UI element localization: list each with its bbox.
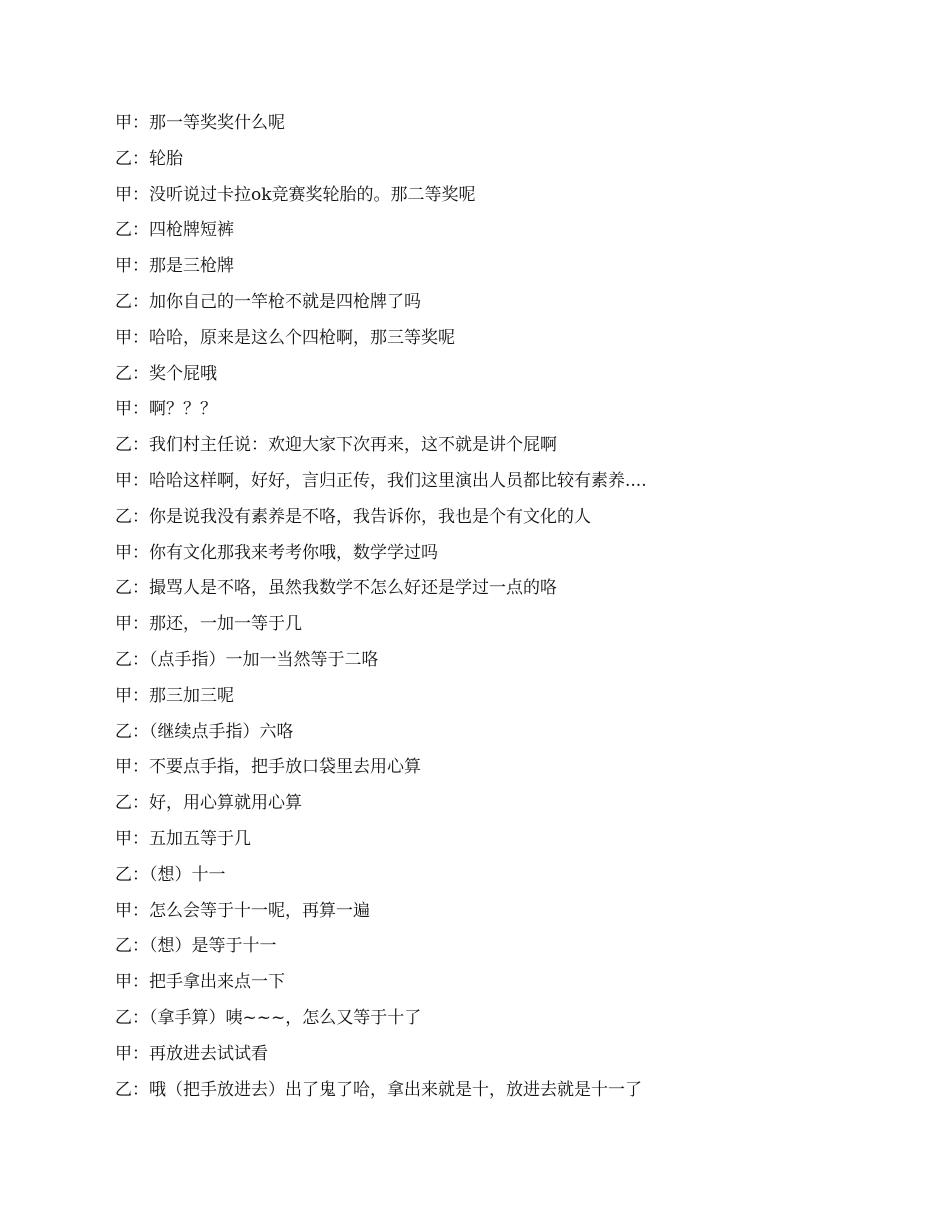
dialogue-line: 乙：撮骂人是不咯，虽然我数学不怎么好还是学过一点的咯 xyxy=(115,578,557,599)
dialogue-list xyxy=(115,108,875,1110)
dialogue-line: 甲：没听说过卡拉ok竞赛奖轮胎的。那二等奖呢 xyxy=(115,184,476,205)
dialogue-line: 乙：（继续点手指）六咯 xyxy=(115,721,294,742)
dialogue-line: 乙：（想）十一 xyxy=(115,864,226,885)
dialogue-line: 甲：哈哈这样啊，好好，言归正传，我们这里演出人员都比较有素养.... xyxy=(115,470,647,491)
dialogue-line: 乙：加你自己的一竿枪不就是四枪牌了吗 xyxy=(115,291,421,312)
dialogue-line: 甲：那三加三呢 xyxy=(115,685,234,706)
dialogue-line: 甲：怎么会等于十一呢，再算一遍 xyxy=(115,900,370,921)
dialogue-line: 乙：（点手指）一加一当然等于二咯 xyxy=(115,649,379,670)
dialogue-line: 乙：轮胎 xyxy=(115,148,183,169)
dialogue-line: 乙：奖个屁哦 xyxy=(115,363,217,384)
dialogue-line: 甲：啊？？？ xyxy=(115,399,217,420)
dialogue-line: 甲：再放进去试试看 xyxy=(115,1043,268,1064)
dialogue-line: 甲：那是三枪牌 xyxy=(115,256,234,277)
dialogue-line: 甲：哈哈，原来是这么个四枪啊，那三等奖呢 xyxy=(115,327,455,348)
dialogue-line: 甲：那还，一加一等于几 xyxy=(115,614,302,635)
dialogue-line: 甲：把手拿出来点一下 xyxy=(115,972,285,993)
dialogue-line: 乙：好，用心算就用心算 xyxy=(115,793,302,814)
dialogue-line: 甲：不要点手指，把手放口袋里去用心算 xyxy=(115,757,421,778)
dialogue-line: 甲：五加五等于几 xyxy=(115,828,251,849)
dialogue-line: 乙：我们村主任说：欢迎大家下次再来，这不就是讲个屁啊 xyxy=(115,435,557,456)
dialogue-line: 乙：（拿手算）咦~~~，怎么又等于十了 xyxy=(115,1007,422,1028)
dialogue-line: 乙：哦（把手放进去）出了鬼了哈，拿出来就是十，放进去就是十一了 xyxy=(115,1079,642,1100)
dialogue-line: 乙：四枪牌短裤 xyxy=(115,220,234,241)
dialogue-line: 乙：（想）是等于十一 xyxy=(115,936,277,957)
dialogue-line: 甲：那一等奖奖什么呢 xyxy=(115,113,285,133)
dialogue-line: 甲：你有文化那我来考考你哦，数学学过吗 xyxy=(115,542,438,563)
dialogue-line: 乙：你是说我没有素养是不咯，我告诉你，我也是个有文化的人 xyxy=(115,506,591,527)
